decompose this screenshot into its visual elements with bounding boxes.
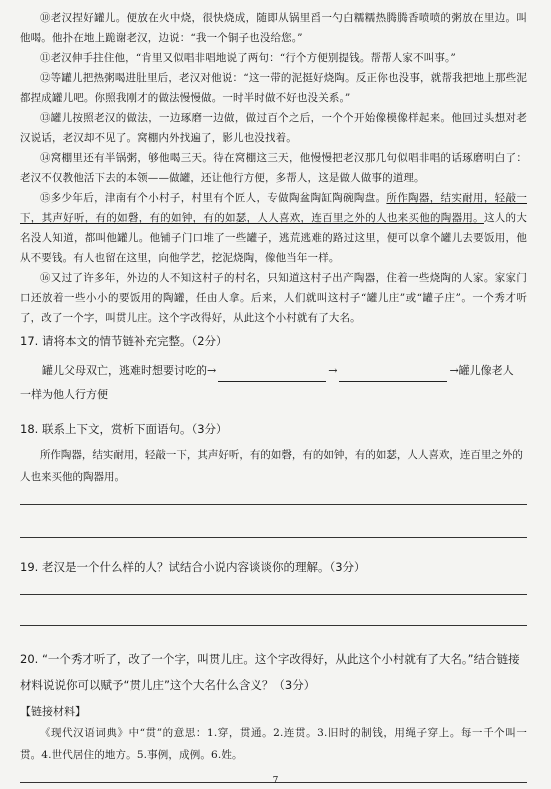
chain-end: →罐儿像老人 bbox=[449, 364, 514, 377]
question-18-quote: 所作陶器，结实耐用，轻敲一下，其声好听，有的如磬，有的如钟，有的如瑟，人人喜欢，连百里之外的人也来买他的陶器用。 bbox=[20, 449, 523, 483]
answer-blank-1[interactable] bbox=[218, 368, 326, 382]
answer-blank-2[interactable] bbox=[339, 368, 447, 382]
chain-continuation: 一样为他人行方便 bbox=[20, 388, 108, 401]
question-19-prompt: 19. 老汉是一个什么样的人？试结合小说内容谈谈你的理解。（3分） bbox=[20, 560, 366, 574]
underlined-sentence: 所作陶器，结实耐用，轻敲一下，其声好听，有的如磬，有的如钟，有的如瑟，人人喜欢，连百里之外的人也来买他的陶器用。 bbox=[20, 192, 527, 224]
story-paragraph-14: ⑭窝棚里还有半锅粥，够他喝三天。待在窝棚这三天，他慢慢把老汉那几句似唱非唱的话琢磨明白了：老汉不仅教他活下去的本领——做罐，还让他行方便，多帮人，这是做人做事的道理。 bbox=[20, 152, 527, 184]
chain-start: 罐儿父母双亡，逃难时想要讨吃的→ bbox=[42, 364, 217, 377]
story-paragraph-15 bbox=[20, 188, 527, 268]
answer-line[interactable] bbox=[20, 625, 527, 626]
story-paragraph-10: ⑩老汉捏好罐儿。便放在火中烧，很快烧成，随即从锅里舀一勺白糯糯热腾腾香喷喷的粥放在里边。叫他喝。他扑在地上跪谢老汉，边说：“我一个铜子也没给您。” bbox=[20, 12, 527, 44]
question-18-prompt: 18. 联系上下文，赏析下面语句。（3分） bbox=[20, 422, 228, 436]
page-number: 7 bbox=[272, 776, 279, 786]
paragraph-15-rest: 这人的大名没人知道，都叫他罐儿。他铺子门口堆了一些罐子，逃荒逃难的路过这里，便可以拿个罐儿去要饭用，他从不要钱。有人也留在这里，向他学艺，挖泥烧陶，像他当年一样。 bbox=[20, 212, 527, 264]
plot-chain bbox=[20, 360, 527, 382]
material-heading: 【链接材料】 bbox=[20, 705, 86, 718]
question-17-prompt: 17. 请将本文的情节链补充完整。（2分） bbox=[20, 334, 228, 348]
answer-line[interactable] bbox=[20, 537, 527, 538]
question-20-prompt: 20. “一个秀才听了，改了一个字，叫贯儿庄。这个字改得好，从此这个小村就有了大名。”结合链接材料说说你可以赋予“贯儿庄”这个大名什么含义？（3分） bbox=[20, 652, 520, 692]
story-paragraph-16: ⑯又过了许多年，外边的人不知这村子的村名，只知道这村子出产陶器，住着一些烧陶的人家。家家门口还放着一些小小的要饭用的陶罐，任由人拿。后来，人们就叫这村子“罐儿庄”或“罐子庄”。一个秀才听了，改了一个字，叫贯儿庄。这个字改得好，从此这个小村就有了大名。 bbox=[20, 272, 527, 324]
story-paragraph-11: ⑪老汉伸手拄住他，“肯里又似唱非唱地说了两句：“行个方便别提钱。帮帮人家不叫事。” bbox=[39, 52, 456, 64]
answer-line[interactable] bbox=[20, 594, 527, 595]
paragraph-15-opening: ⑮多少年后，津南有个小村子，村里有个匠人，专做陶盆陶缸陶碗陶盘。 bbox=[39, 192, 387, 204]
answer-line[interactable] bbox=[20, 504, 527, 505]
story-paragraph-12: ⑫等罐儿把热粥喝进肚里后，老汉对他说：“这一带的泥挺好烧陶。反正你也没事，就帮我把地上那些泥都捏成罐儿吧。你照我刚才的做法慢慢做。一时半时做不好也没关系。” bbox=[20, 72, 527, 104]
chain-arrow: → bbox=[328, 364, 338, 377]
story-paragraph-13: ⑬罐儿按照老汉的做法，一边琢磨一边做，做过百个之后，一个个开始像模像样起来。他回过头想对老汉说话，老汉却不见了。窝棚内外找遍了，影儿也没找着。 bbox=[20, 112, 527, 144]
material-text: 《现代汉语词典》中“贯”的意思：1.穿，贯通。2.连贯。3.旧时的制钱，用绳子穿上。每一千个叫一贯。4.世代居住的地方。5.事例，成例。6.姓。 bbox=[20, 727, 527, 761]
